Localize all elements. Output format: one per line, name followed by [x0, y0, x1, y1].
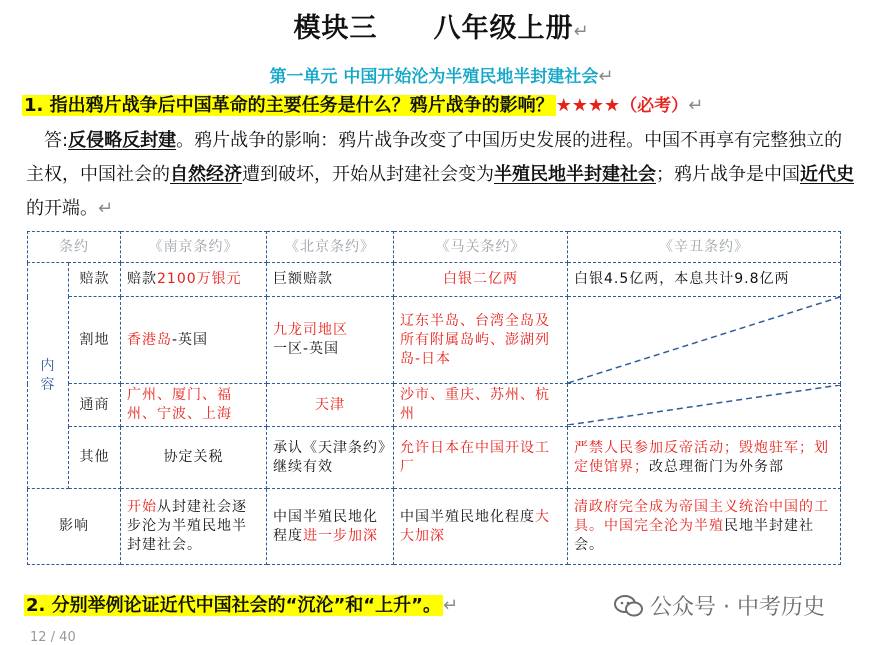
- answer-keyword: 半殖民地半封建社会: [494, 164, 656, 185]
- answer-paragraph: [26, 124, 856, 226]
- table-cell: 沙市、重庆、苏州、杭州: [394, 384, 568, 427]
- page-number: 12 / 40: [30, 630, 76, 645]
- table-cell: [121, 263, 267, 297]
- module-title: [0, 6, 883, 45]
- paragraph-mark: ↵: [573, 21, 590, 42]
- table-cell: 协定关税: [121, 427, 267, 489]
- table-cell: [394, 489, 568, 565]
- cell-text: 从封建社会逐步沦为半殖民地半封建社会。: [127, 499, 247, 553]
- answer-keyword: 自然经济: [170, 164, 242, 185]
- paragraph-mark: ↵: [98, 198, 114, 219]
- table-cell: [121, 489, 267, 565]
- table-cell: [568, 489, 841, 565]
- header-cell: 《北京条约》: [267, 232, 394, 263]
- table-cell: [267, 489, 394, 565]
- watermark: [614, 590, 825, 621]
- cell-text: 2100万银元: [157, 271, 242, 287]
- table-cell: 白银二亿两: [394, 263, 568, 297]
- header-cell: 《南京条约》: [121, 232, 267, 263]
- empty-cell: [568, 384, 841, 427]
- cell-text: 严禁人民参加反帝活动；毁炮驻军；划定使馆界；: [574, 439, 829, 475]
- answer-prefix: 答:: [44, 130, 69, 151]
- answer-text: ；鸦片战争是中国: [656, 164, 800, 185]
- diagonal-line: [568, 297, 840, 383]
- answer-text: 的开端。: [26, 198, 98, 219]
- empty-cell: [568, 297, 841, 384]
- table-row: [28, 297, 841, 384]
- unit-title-text: 第一单元 中国开始沦为半殖民地半封建社会: [269, 67, 599, 87]
- table-cell: 广州、厦门、福州、宁波、上海: [121, 384, 267, 427]
- cell-text: 香港岛: [127, 331, 172, 348]
- header-cell: 《辛丑条约》: [568, 232, 841, 263]
- table-row: [28, 489, 841, 565]
- table-cell: 天津: [267, 384, 394, 427]
- question-1-text: 1. 指出鸦片战争后中国革命的主要任务是什么？鸦片战争的影响？: [24, 95, 554, 116]
- table-row: [28, 263, 841, 297]
- cell-text: 改总理衙门为外务部: [649, 458, 784, 475]
- question-2: [24, 592, 458, 620]
- cell-text: 中国半殖民地化程度: [400, 508, 535, 525]
- row-label: 通商: [69, 384, 121, 427]
- answer-text: 。鸦片战争的影响：鸦片战争改变了中国历史发展的进程。中国不再享有完整独立的主权，中国社会的: [26, 130, 843, 185]
- table-cell: 允许日本在中国开设工厂: [394, 427, 568, 489]
- paragraph-mark: ↵: [442, 595, 459, 616]
- paragraph-mark: ↵: [688, 95, 704, 116]
- cell-text: 进一步加深: [303, 527, 378, 544]
- table-row: [28, 384, 841, 427]
- header-cell: 《马关条约》: [394, 232, 568, 263]
- unit-title: [0, 62, 883, 87]
- cell-text: 中国半殖民地化程度: [273, 508, 378, 544]
- answer-keyword: 反侵略反封建: [68, 130, 177, 151]
- cell-text: 赔款: [127, 271, 157, 287]
- group-label: 内容: [28, 263, 69, 489]
- table-row: [28, 427, 841, 489]
- cell-text: 清政府完全成为帝国主义统治中国的工具。中国完全沦为半殖: [574, 499, 829, 534]
- cell-text: 民地半封建社会。: [574, 518, 814, 553]
- cell-text: 开始: [127, 499, 157, 515]
- cell-text: -英国: [172, 331, 209, 348]
- table-cell: 巨额赔款: [267, 263, 394, 297]
- table-cell: 辽东半岛、台湾全岛及所有附属岛屿、澎湖列岛-日本: [394, 297, 568, 384]
- table-cell: [267, 297, 394, 384]
- star-rating-icon: ★★★★: [555, 95, 621, 116]
- table-header-row: [28, 232, 841, 263]
- cell-text: 大大加深: [400, 508, 550, 544]
- table-cell: [121, 297, 267, 384]
- module-title-text: 模块三 八年级上册: [293, 13, 574, 44]
- row-label: 影响: [28, 489, 121, 565]
- row-label: 赔款: [69, 263, 121, 297]
- table-cell: [568, 427, 841, 489]
- wechat-icon: [614, 594, 644, 618]
- header-cell: 条约: [28, 232, 121, 263]
- diagonal-line: [568, 385, 840, 425]
- paragraph-mark: ↵: [598, 66, 614, 87]
- must-test-tag: （必考）: [620, 96, 689, 116]
- watermark-text: 公众号 · 中考历史: [650, 595, 825, 620]
- cell-text: 九龙司地区: [273, 322, 348, 338]
- question-2-text: 2. 分别举例论证近代中国社会的“沉沦”和“上升”。: [26, 595, 441, 616]
- table-cell: 白银4.5亿两，本息共计9.8亿两: [568, 263, 841, 297]
- treaty-table: [27, 231, 841, 565]
- row-label: 其他: [69, 427, 121, 489]
- table-cell: 承认《天津条约》继续有效: [267, 427, 394, 489]
- question-1: [22, 92, 703, 119]
- row-label: 割地: [69, 297, 121, 384]
- answer-text: 遭到破坏，开始从封建社会变为: [242, 164, 494, 185]
- answer-keyword: 近代史: [800, 164, 854, 185]
- cell-text: 一区-英国: [273, 341, 340, 357]
